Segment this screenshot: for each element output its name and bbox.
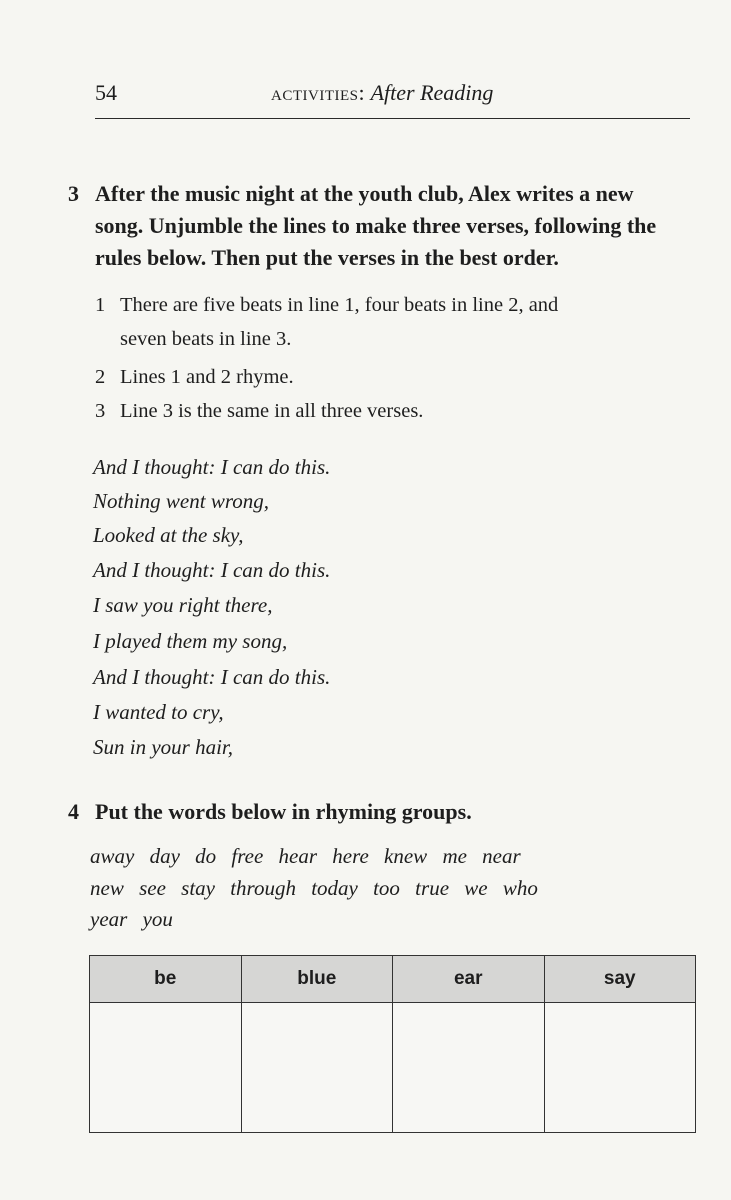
column-header-be: be <box>90 956 242 1003</box>
song-line: Looked at the sky, <box>93 523 244 547</box>
song-line: And I thought: I can do this. <box>93 455 331 479</box>
activity-4-number: 4 <box>68 799 79 824</box>
song-line: I played them my song, <box>93 629 288 653</box>
rule-text: There are five beats in line 1, four beats in line 2, and <box>120 294 559 316</box>
song-line: I saw you right there, <box>93 593 273 617</box>
answer-cell-blue[interactable] <box>241 1003 393 1133</box>
page-number: 54 <box>95 80 117 105</box>
activity-3-instruction-line: song. Unjumble the lines to make three verses, following the <box>95 213 657 238</box>
activity-3-instruction-line: rules below. Then put the verses in the best order. <box>95 245 559 270</box>
song-line: Sun in your hair, <box>93 735 234 759</box>
activity-3-number: 3 <box>68 181 79 206</box>
word-list-row: new see stay through today too true we who <box>90 876 538 900</box>
running-title <box>271 80 493 106</box>
activity-3-instruction-line: After the music night at the youth club, Alex writes a new <box>95 181 634 206</box>
song-line: And I thought: I can do this. <box>93 558 331 582</box>
song-line: I wanted to cry, <box>93 700 224 724</box>
answer-cell-ear[interactable] <box>393 1003 545 1133</box>
column-header-ear: ear <box>393 956 545 1003</box>
column-header-blue: blue <box>241 956 393 1003</box>
section-label: activities: <box>271 80 366 105</box>
rule-text: Lines 1 and 2 rhyme. <box>120 366 294 388</box>
word-list-row: year you <box>90 907 173 931</box>
word-list-row: away day do free hear here knew me near <box>90 844 521 868</box>
rule-number: 3 <box>95 400 106 422</box>
column-header-say: say <box>544 956 696 1003</box>
activity-4-instruction: Put the words below in rhyming groups. <box>95 799 472 824</box>
rule-text: Line 3 is the same in all three verses. <box>120 400 424 422</box>
section-subtitle: After Reading <box>370 80 494 105</box>
song-line: And I thought: I can do this. <box>93 665 331 689</box>
rule-number: 1 <box>95 294 106 316</box>
rule-number: 2 <box>95 366 106 388</box>
answer-cell-be[interactable] <box>90 1003 242 1133</box>
song-line: Nothing went wrong, <box>93 489 269 513</box>
answer-cell-say[interactable] <box>544 1003 696 1133</box>
rhyme-groups-table <box>89 955 696 1133</box>
rule-text: seven beats in line 3. <box>120 328 292 350</box>
running-header <box>95 78 690 119</box>
